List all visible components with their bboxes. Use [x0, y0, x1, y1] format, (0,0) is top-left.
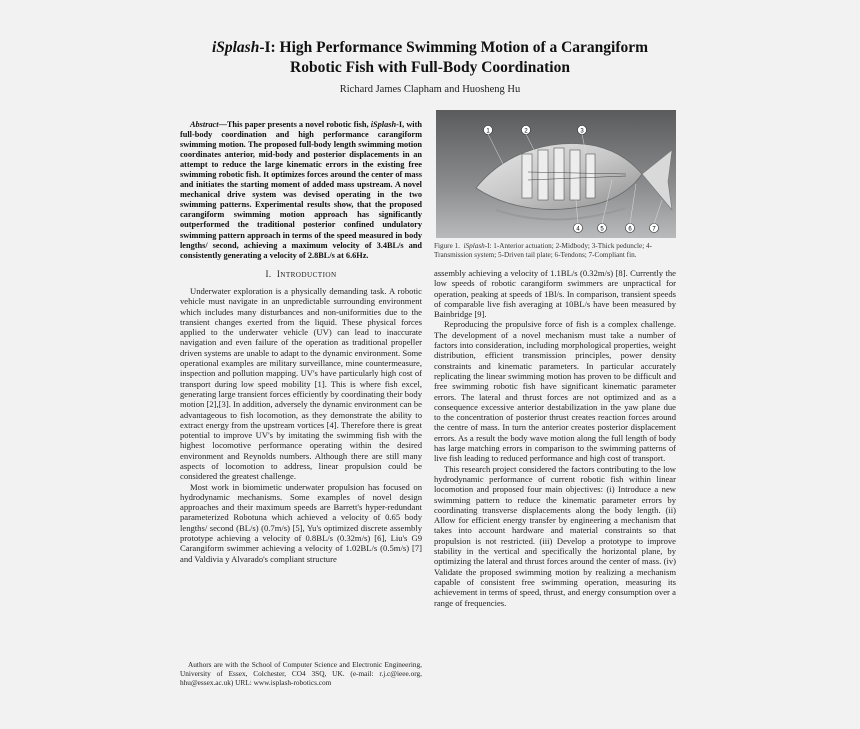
- intro-paragraph-2: Most work in biomimetic underwater propulsion has focused on hydrodynamic mechanisms. Some examples of novel design approaches and their maximum speeds are Barrett's hyper-redundant parameterized Robotuna which achieved a velocity of 0.65 body lengths/ second (BL/s) (0.7m/s) [5], Yu's optimized discrete assembly prototype achieving a velocity of 0.8BL/s (0.32m/s) [6], Liu's G9 Carangiform swimmer achieving a velocity of 1.02BL/s (0.5m/s) [7] and Valdivia y Alvarado's compliant structure: [180, 481, 422, 564]
- svg-text:1: 1: [486, 128, 490, 135]
- left-column: [180, 120, 422, 564]
- svg-text:3: 3: [580, 128, 584, 135]
- right-paragraph-1: assembly achieving a velocity of 1.1BL/s (0.32m/s) [8]. Currently the low speeds of robotic carangiform swimmers are unpractical for operation, peaking at speeds of 1Bl/s. In comparison, transient speeds of comparable live fish averaging at 10BL/s have been measured by Bainbridge [9].: [434, 268, 676, 320]
- title-line-2: Robotic Fish with Full-Body Coordination: [290, 59, 570, 76]
- svg-text:7: 7: [652, 226, 656, 233]
- section-heading-introduction: I. INTRODUCTION: [265, 268, 337, 279]
- figure-robotic-fish: [436, 110, 676, 238]
- authors: Richard James Clapham and Huosheng Hu: [339, 84, 521, 95]
- right-paragraph-2: Reproducing the propulsive force of fish is a complex challenge. The development of a novel mechanism must take a number of factors into consideration, including morphological properties, weight distribution, efficient transmission principles, power density constraints and kinematic parameters. In particular accurately replicating the linear swimming motion has proven to be difficult and free swimming robotic fish have significant kinematic parameter errors. The lateral and thrust forces are not optimized and as a consequence excessive anterior destabilization in the yaw plane due to the concentration of posterior thrust creates reaction forces around the centre of mass. In turn the anterior creates posterior displacement errors. As a result the body wave motion along the full length of body has large matching errors in comparison to the swimming patterns of live fish leading to reduced performance and high cost of transport.: [434, 319, 676, 464]
- author-footnote: Authors are with the School of Computer Science and Electronic Engineering, University of Essex, Colchester, CO4 3SQ, UK. (e-mail: r.j.c@ieee.org, hhu@essex.ac.uk) URL: www.isplash-robotics.com: [180, 660, 422, 687]
- svg-text:4: 4: [576, 226, 580, 233]
- svg-text:2: 2: [524, 128, 528, 135]
- svg-text:5: 5: [600, 226, 604, 233]
- paper-title: [0, 38, 860, 78]
- abstract-label: Abstract: [190, 120, 219, 129]
- title-line-1: iSplash-I: High Performance Swimming Motion of a Carangiform: [211, 39, 649, 56]
- intro-paragraph-1: Underwater exploration is a physically demanding task. A robotic vehicle must navigate in an unpredictable surrounding environment which includes many disturbances and non-uniformities due to the transient changes exerted from the liquid. These physical forces applied to the underwater vehicle (UV) can lead to inaccurate navigation and even failure of the operation as traditional propeller driven systems are unable to adapt to the dynamic environment. Some operational examples are military surveillance, mine countermeasure, inspection and pollution mapping. UV's have particularly high cost of transport during low speed mobility [1]. This is where fish excel, generating large transient forces efficiently by coordinating their body motion [2],[3]. In addition, adversely the dynamic environment can be advantageous to fish locomotion, as they demonstrate the ability to extract energy from the upstream vortices [4]. Therefore there is great potential to improve UV's by imitating the swimming fish with the highest locomotive performance operating within the desired environment and Reynolds numbers. Although there are still many aspects of locomotion to address, linear propulsion could be considered the greatest challenge.: [180, 285, 422, 482]
- abstract: Abstract—This paper presents a novel robotic fish, iSplash-I, with full-body coordination and high performance carangiform swimming motion. The proposed full-body length swimming motion coordinates anterior, mid-body and posterior displacements in an attempt to reduce the large kinematic errors in the existing free swimming robotic fish. It optimizes forces around the center of mass and initiates the starting moment of added mass upstream. A novel mechanical drive system was devised operating in the two swimming patterns. Experimental results show, that the proposed carangiform swimming motion approach has significantly outperformed the traditional posterior confined undulatory swimming pattern approach in terms of the speed measured in body lengths/ second, achieving a maximum velocity of 3.4BL/s and consistently generating a velocity of 2.8BL/s at 6.6Hz.: [180, 120, 422, 260]
- right-paragraph-3: This research project considered the factors contributing to the low hydrodynamic performance of current robotic fish within linear locomotion and proposed four main objectives: (i) Introduce a new swimming pattern to reduce the kinematic parameter errors by coordinating transverse displacements along the body length. (ii) Allow for efficient energy transfer by engineering a mechanism that takes into account hardware and material constraints so that propulsion is not restricted. (iii) Develop a prototype to improve stability in the vertical and specifically the horizontal plane, by optimizing the lateral and thrust forces around the center of mass. (iv) Validate the proposed swimming motion by realizing a mechanism capable of consistent free swimming operation, measuring its achievement in terms of speed, thrust, and energy consumption over a range of frequencies.: [434, 463, 676, 608]
- robotic-fish-render: [436, 110, 676, 238]
- figure-caption: Figure 1. iSplash-I: 1-Anterior actuation; 2-Midbody; 3-Thick peduncle; 4-Transmission system; 5-Driven tail plate; 6-Tendons; 7-Compliant fin.: [434, 242, 652, 260]
- svg-text:6: 6: [628, 226, 632, 233]
- right-column: [434, 268, 676, 608]
